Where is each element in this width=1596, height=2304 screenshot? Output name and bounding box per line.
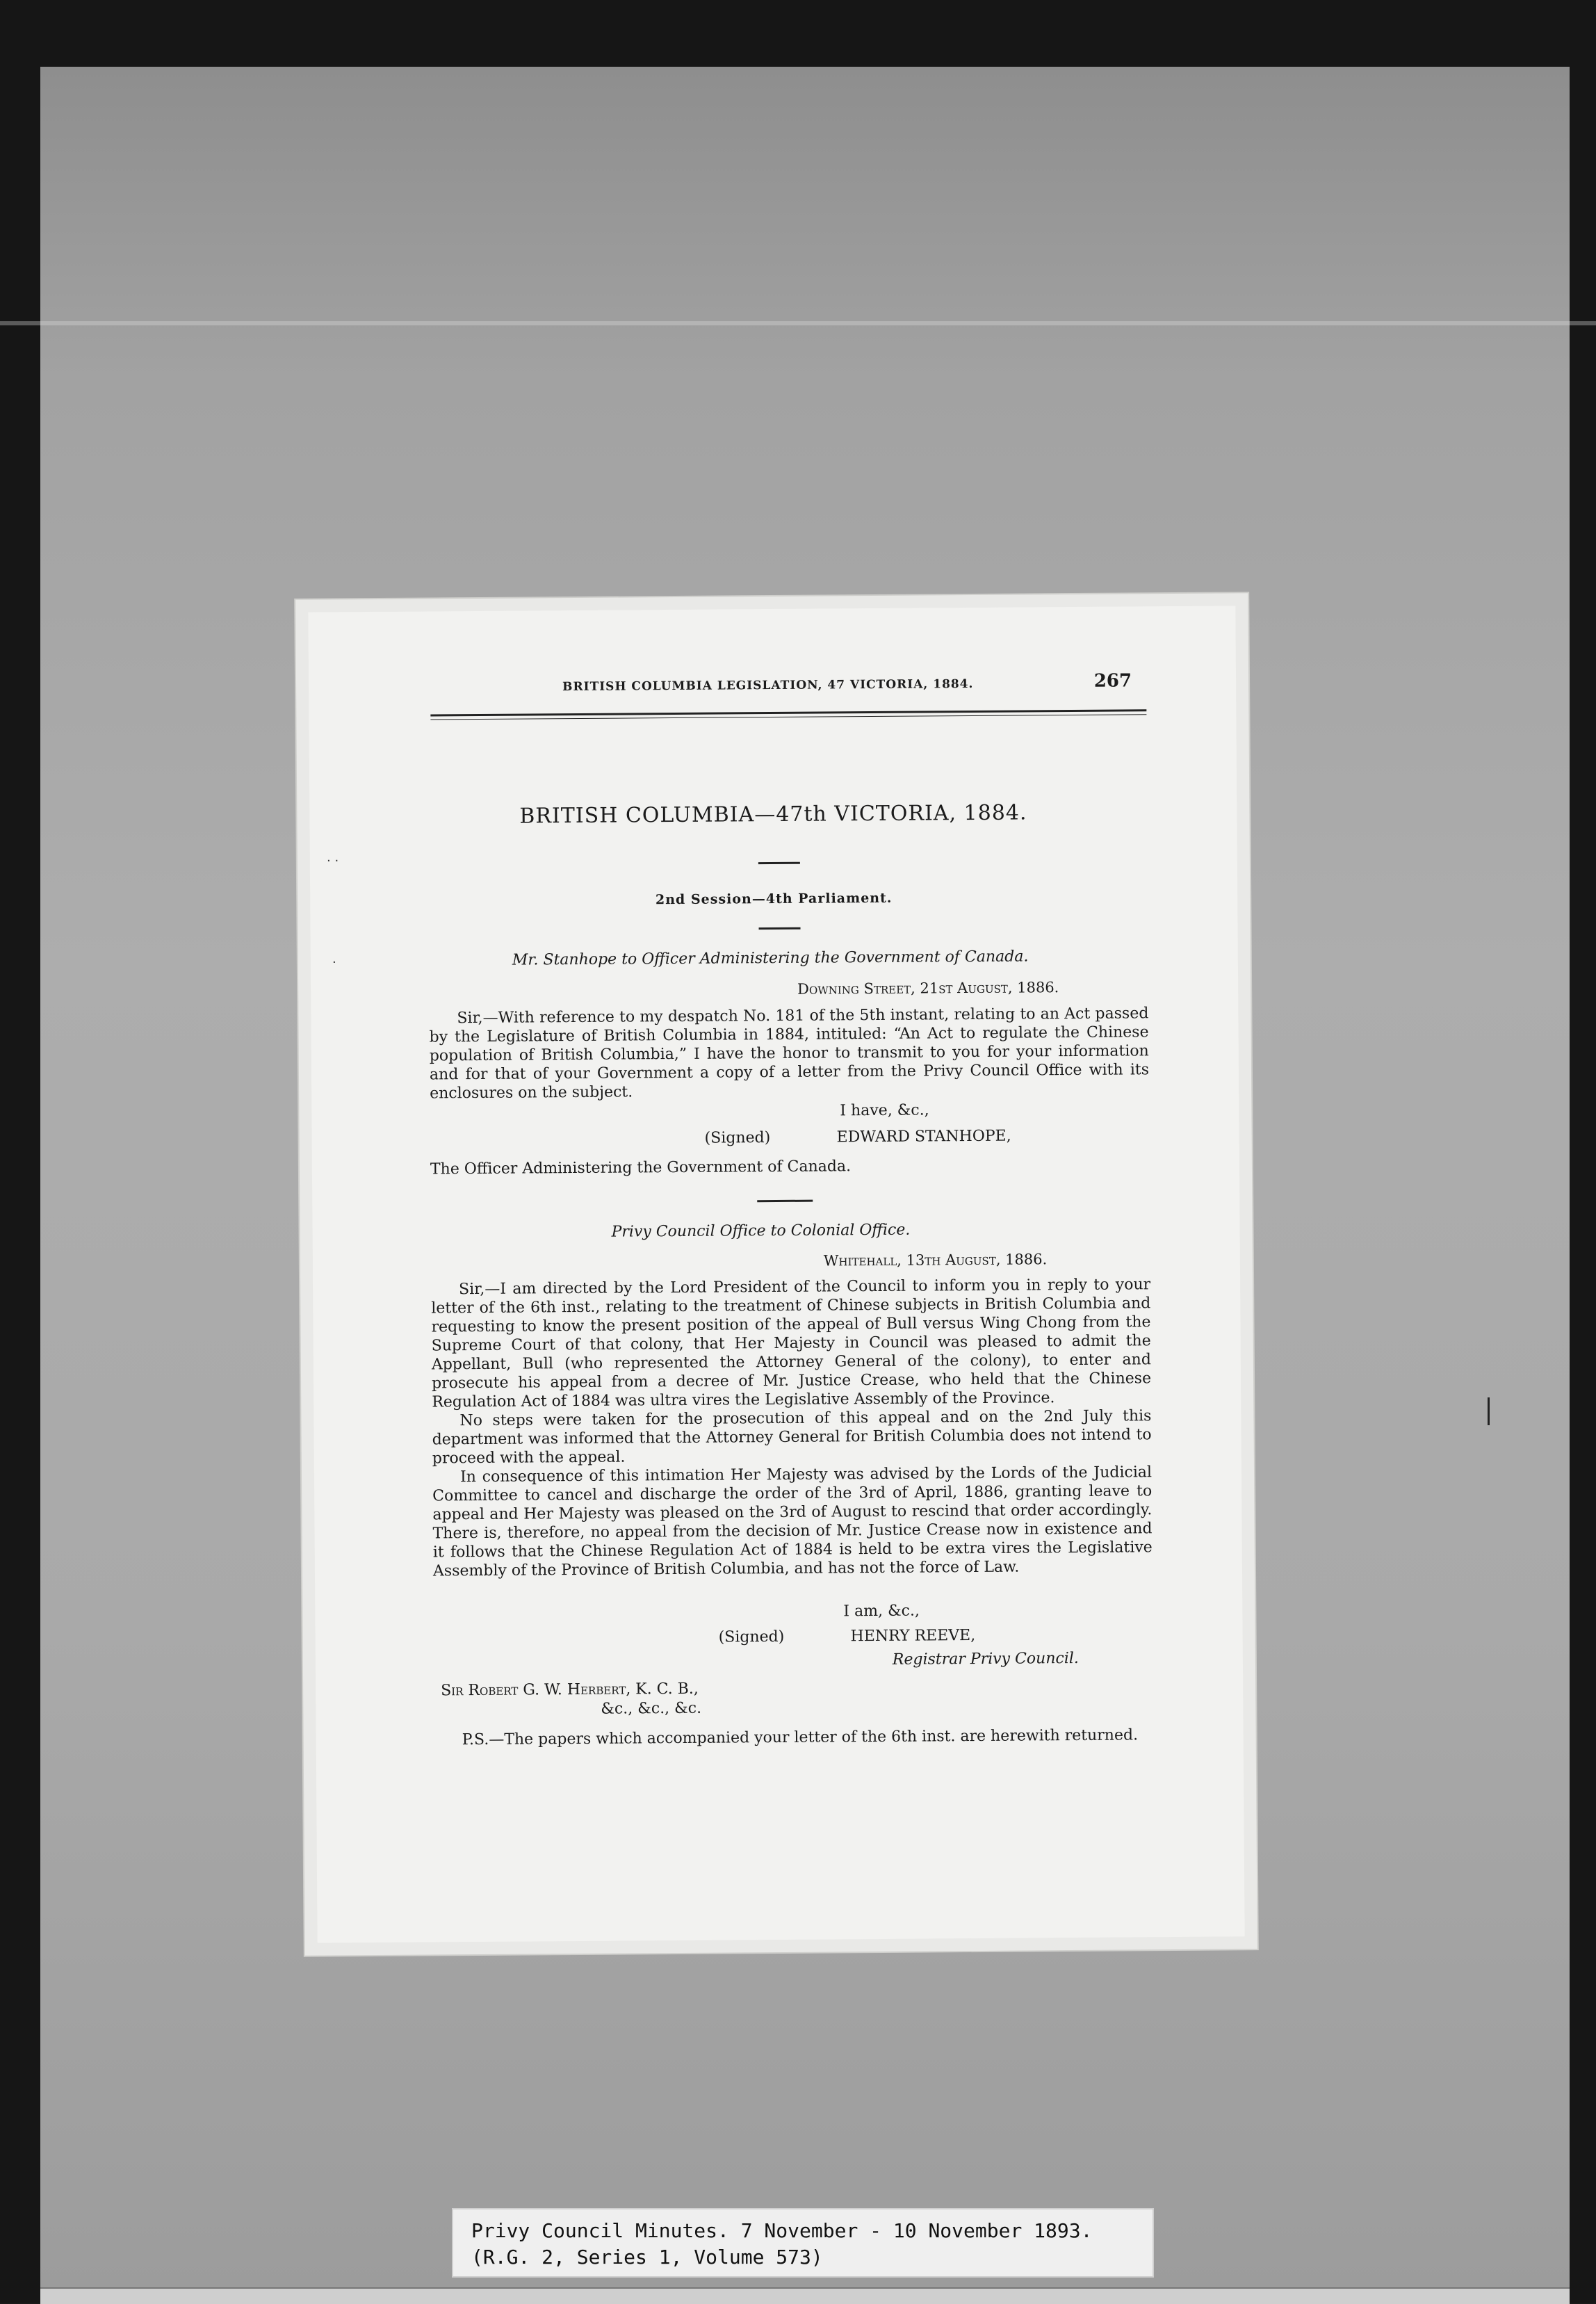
document-page-inner — [308, 606, 1244, 1942]
running-head: BRITISH COLUMBIA LEGISLATION, 47 VICTORIA, 1884. — [562, 677, 974, 695]
letter2-paragraph-3: In consequence of this intimation Her Majesty was advised by the Lords of the Judicial Committee to cancel and discharge the order of the 3rd of April, 1886, granting leave to appeal and Her Majesty was pleased on the 3rd of August to rescind that order accordingly. There is, therefore, no appeal from the decision of Mr. Justice Crease now in existence and it follows that the Chinese Regulation Act of 1884 is held to be extra vires the Legislative Assembly of the Province of British Columbia, and has not the force of Law. — [432, 1463, 1153, 1580]
letter1-dateline-text: Downing Street, 21st August, 1886. — [797, 979, 1059, 998]
document-title: BRITISH COLUMBIA—47th VICTORIA, 1884. — [519, 800, 1027, 829]
letter1-signed-label: (Signed) — [704, 1129, 771, 1147]
scan-artifact-line — [0, 321, 1596, 325]
postscript-text: P.S.—The papers which accompanied your letter of the 6th inst. are herewith returned. — [462, 1726, 1139, 1749]
margin-mark: · · — [327, 854, 339, 868]
letter2-signed-label: (Signed) — [718, 1628, 785, 1646]
session-line: 2nd Session—4th Parliament. — [655, 890, 893, 908]
session-rule — [759, 927, 801, 930]
letter1-body — [429, 1004, 1149, 1103]
letter2-signer-title: Registrar Privy Council. — [892, 1649, 1079, 1669]
letter2-addressee-name: Sir Robert G. W. Herbert, K. C. B., — [441, 1680, 699, 1700]
margin-tick — [1488, 1397, 1490, 1425]
letter1-closing: I have, &c., — [840, 1101, 929, 1120]
letter2-closing: I am, &c., — [843, 1602, 920, 1621]
letter2-dateline-text: Whitehall, 13th August, 1886. — [823, 1251, 1048, 1269]
film-edge — [40, 2287, 1570, 2304]
caption-line-2: (R.G. 2, Series 1, Volume 573) — [471, 2246, 823, 2269]
letter2-body — [431, 1275, 1153, 1580]
title-rule — [758, 862, 800, 864]
caption-line-1: Privy Council Minutes. 7 November - 10 November 1893. — [471, 2219, 1093, 2242]
letter1-paragraph: Sir,—With reference to my despatch No. 181 of the 5th instant, relating to an Act passed by the Legislature of British Columbia in 1884, intituled: “An Act to regulate the Chinese population of British Columbia,” I have the honor to transmit to you for your information and for that of your Government a copy of a letter from the Privy Council Office with its enclosures on the subject. — [429, 1005, 1150, 1103]
letter1-signer: EDWARD STANHOPE, — [836, 1127, 1011, 1146]
letter1-heading: Mr. Stanhope to Officer Administering the Government of Canada. — [512, 948, 1029, 969]
letter2-addressee-line1 — [441, 1680, 699, 1700]
letter1-dateline — [797, 979, 1059, 998]
postscript — [434, 1726, 1154, 1749]
page-number: 267 — [1093, 670, 1132, 692]
header-rule — [430, 709, 1146, 720]
archive-caption — [452, 2208, 1154, 2278]
letter2-heading: Privy Council Office to Colonial Office. — [611, 1221, 911, 1241]
letter2-paragraph-1: Sir,—I am directed by the Lord President of the Council to inform you in reply to your letter of the 6th inst., relating to the treatment of Chinese subjects in British Columbia and requesting to know the present position of the appeal of Bull versus Wing Chong from the Supreme Court of that colony, that Her Majesty in Council was pleased to admit the Appellant, Bull (who represented the Attorney General of the colony), to enter and prosecute his appeal from a decree of Mr. Justice Crease, who held that the Chinese Regulation Act of 1884 was ultra vires the Legislative Assembly of the Province. — [431, 1276, 1152, 1411]
letter2-paragraph-2: No steps were taken for the prosecution of this appeal and on the 2nd July this department was informed that the Attorney General for British Columbia does not intend to proceed with the appeal. — [432, 1407, 1152, 1468]
letter2-addressee-line2: &c., &c., &c. — [601, 1699, 702, 1718]
letter2-dateline — [824, 1251, 1048, 1269]
margin-mark: · — [332, 955, 336, 970]
document-page — [295, 593, 1257, 1956]
letter-separator-rule — [757, 1200, 813, 1203]
letter1-addressee: The Officer Administering the Government of Canada. — [430, 1158, 852, 1178]
letter2-signer: HENRY REEVE, — [850, 1627, 976, 1646]
